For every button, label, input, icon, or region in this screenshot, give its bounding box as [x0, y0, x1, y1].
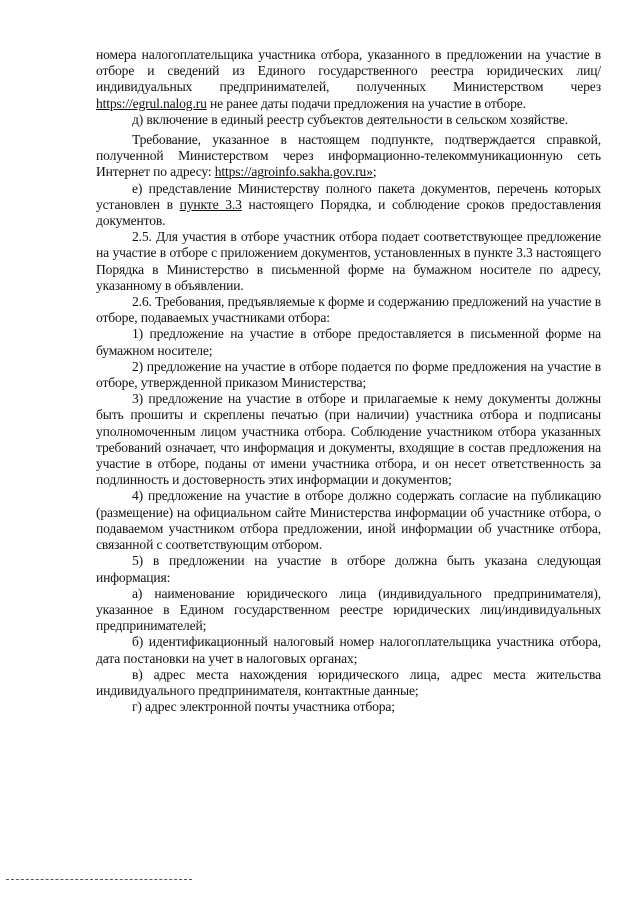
paragraph-4 — [96, 181, 601, 230]
paragraph-4-text: е) представление Министерству полного пакета документов, перечень которых установлен в — [96, 180, 601, 212]
paragraph-2-5: 2.5. Для участия в отборе участник отбора подает соответствующее предложение на участие в отборе с приложением документов, установленных в пункте 3.3 настоящего Порядка в Министерство в письменной форме на бумажном носителе по адресу, указанному в объявлении. — [96, 229, 601, 293]
item-2: 2) предложение на участие в отборе подается по форме предложения на участие в отборе, утвержденной приказом Министерства; — [96, 358, 601, 391]
item-4: 4) предложение на участие в отборе должно содержать согласие на публикацию (размещение) на официальном сайте Министерства информации об участнике отбора, о подаваемом участником отбора предложении, иной информации об участнике отбора, связанной с соответствующим отбором. — [96, 488, 601, 553]
item-5: 5) в предложении на участие в отборе должна быть указана следующая информация: — [96, 553, 601, 585]
paragraph-1-tail: не ранее даты подачи предложения на участие в отборе. — [206, 95, 526, 111]
item-1: 1) предложение на участие в отборе предоставляется в письменной форме на бумажном носителе; — [96, 326, 601, 358]
agroinfo-link[interactable]: https://agroinfo.sakha.gov.ru» — [214, 164, 373, 180]
paragraph-2-6: 2.6. Требования, предъявляемые к форме и содержанию предложений на участие в отборе, подаваемых участниками отбора: — [96, 294, 601, 326]
paragraph-3 — [96, 132, 601, 181]
paragraph-2: д) включение в единый реестр субъектов деятельности в сельском хозяйстве. — [132, 111, 569, 127]
scan-edge-line — [6, 879, 192, 880]
paragraph-3-text: Требование, указанное в настоящем подпункте, подтверждается справкой, полученной Министерством через информационно-телекоммуникационную сеть Интернет по адресу: — [96, 132, 601, 180]
egrul-link[interactable]: https://egrul.nalog.ru — [96, 95, 207, 111]
paragraph-1-text: номера налогоплательщика участника отбора, указанного в предложении на участие в отборе и сведений из Единого государственного реестра юридических лиц/индивидуальных предпринимателей, полученных Министерством через — [96, 47, 601, 95]
item-5-b: б) идентификационный налоговый номер налогоплательщика участника отбора, дата постановки на учет в налоговых органах; — [96, 634, 601, 666]
item-5-d: г) адрес электронной почты участника отбора; — [132, 699, 395, 715]
item-5-c: в) адрес места нахождения юридического лица, адрес места жительства индивидуального предпринимателя, контактные данные; — [96, 666, 601, 698]
clause-3-3-link[interactable]: пункте 3.3 — [179, 196, 242, 212]
item-3: 3) предложение на участие в отборе и прилагаемые к нему документы должны быть прошиты и скреплены печатью (при наличии) участника отбора и подписаны уполномоченным лицом участника отбора. Соблюдение участником отбора указанных требований означает, что информация и документы, входящие в состав предложения на участие в отборе, поданы от имени участника отбора, и он несет ответственность за подлинность и достоверность этих информации и документов; — [96, 391, 601, 488]
paragraph-4-tail: настоящего Порядка, и соблюдение сроков предоставления документов. — [96, 196, 601, 229]
document-body — [96, 47, 601, 715]
paragraph-3-tail: ; — [372, 164, 377, 180]
paragraph-1 — [96, 47, 601, 112]
item-5-a: а) наименование юридического лица (индивидуального предпринимателя), указанное в Едином государственном реестре юридических лиц/индивидуальных предпринимателей; — [96, 585, 601, 634]
